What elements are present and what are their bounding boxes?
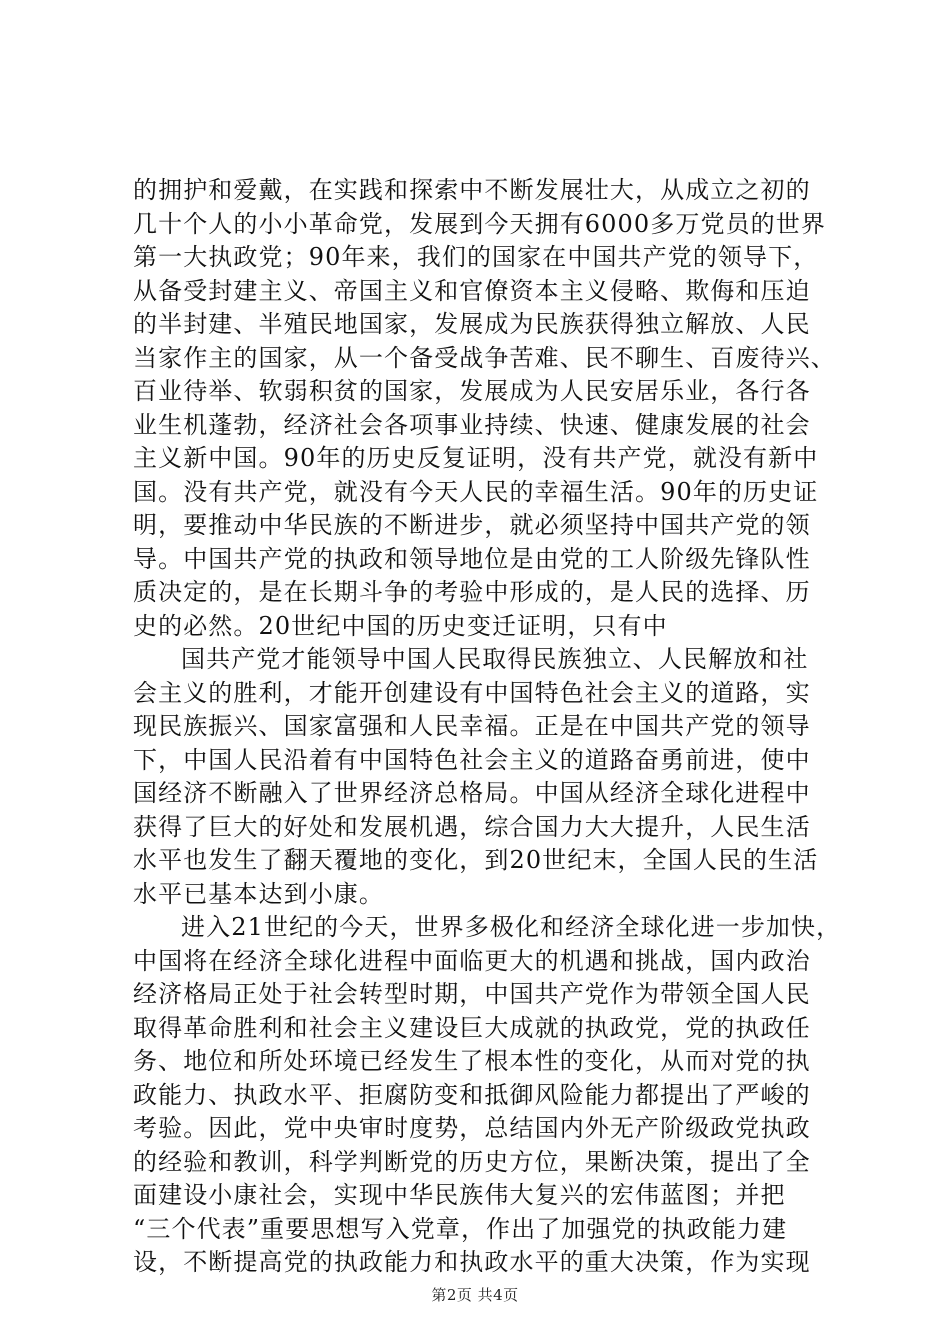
text-line: 主义新中国。90年的历史反复证明，没有共产党，就没有新中: [133, 444, 819, 472]
paragraph-2: [133, 643, 825, 911]
page-number-footer: 第2页 共4页: [431, 1286, 519, 1304]
text-line: 的半封建、半殖民地国家，发展成为民族获得独立解放、人民: [133, 310, 811, 338]
text-line: “三个代表”重要思想写入党章，作出了加强党的执政能力建: [133, 1214, 788, 1243]
text-line: 业生机蓬勃，经济社会各项事业持续、快速、健康发展的社会: [133, 410, 811, 439]
text-line: 水平也发生了翻天覆地的变化，到20世纪末，全国人民的生活: [133, 846, 819, 874]
text-line: 会主义的胜利，才能开创建设有中国特色社会主义的道路，实: [133, 678, 811, 707]
text-line: 百业待举、软弱积贫的国家，发展成为人民安居乐业，各行各: [133, 377, 811, 405]
text-line: 导。中国共产党的执政和领导地位是由党的工人阶级先锋队性: [133, 544, 811, 573]
text-line: 面建设小康社会，实现中华民族伟大复兴的宏伟蓝图；并把: [133, 1181, 786, 1209]
text-line: 明，要推动中华民族的不断进步，就必须坚持中国共产党的领: [133, 511, 811, 539]
text-line: 经济格局正处于社会转型时期，中国共产党作为带领全国人民: [133, 980, 811, 1008]
document-body: [133, 174, 842, 1280]
text-line: 的经验和教训，科学判断党的历史方位，果断决策，提出了全: [133, 1147, 811, 1176]
text-line: 的拥护和爱戴，在实践和探索中不断发展壮大，从成立之初的: [133, 176, 811, 204]
text-line: 进入21世纪的今天，世界多极化和经济全球化进一步加快，: [181, 913, 842, 941]
text-line: 几十个人的小小革命党，发展到今天拥有6000多万党员的世界: [133, 209, 826, 238]
text-line: 取得革命胜利和社会主义建设巨大成就的执政党，党的执政任: [133, 1013, 811, 1042]
text-line: 设，不断提高党的执政能力和执政水平的重大决策，作为实现: [133, 1248, 811, 1276]
text-line: 质决定的，是在长期斗争的考验中形成的，是人民的选择、历: [133, 578, 811, 606]
text-line: 当家作主的国家，从一个备受战争苦难、民不聊生、百废待兴、: [133, 343, 836, 372]
text-line: 从备受封建主义、帝国主义和官僚资本主义侵略、欺侮和压迫: [133, 276, 811, 305]
text-line: 中国将在经济全球化进程中面临更大的机遇和挑战，国内政治: [133, 946, 811, 975]
text-line: 第一大执政党；90年来，我们的国家在中国共产党的领导下，: [133, 243, 819, 271]
text-line: 现民族振兴、国家富强和人民幸福。正是在中国共产党的领导: [133, 712, 811, 740]
paragraph-1: [133, 174, 836, 643]
text-line: 务、地位和所处环境已经发生了根本性的变化，从而对党的执: [133, 1047, 811, 1075]
text-line: 考验。因此，党中央审时度势，总结国内外无产阶级政党执政: [133, 1114, 811, 1142]
text-line: 国。没有共产党，就没有今天人民的幸福生活。90年的历史证: [133, 477, 819, 506]
text-line: 政能力、执政水平、拒腐防变和抵御风险能力都提出了严峻的: [133, 1080, 811, 1109]
paragraph-3: [133, 911, 842, 1280]
text-line: 下，中国人民沿着有中国特色社会主义的道路奋勇前进，使中: [133, 745, 811, 774]
text-line: 国经济不断融入了世界经济总格局。中国从经济全球化进程中: [133, 779, 811, 807]
text-line: 史的必然。20世纪中国的历史变迁证明，只有中: [133, 611, 668, 640]
text-line: 获得了巨大的好处和发展机遇，综合国力大大提升，人民生活: [133, 812, 811, 841]
text-line: 国共产党才能领导中国人民取得民族独立、人民解放和社: [181, 645, 809, 673]
text-line: 水平已基本达到小康。: [133, 879, 384, 908]
